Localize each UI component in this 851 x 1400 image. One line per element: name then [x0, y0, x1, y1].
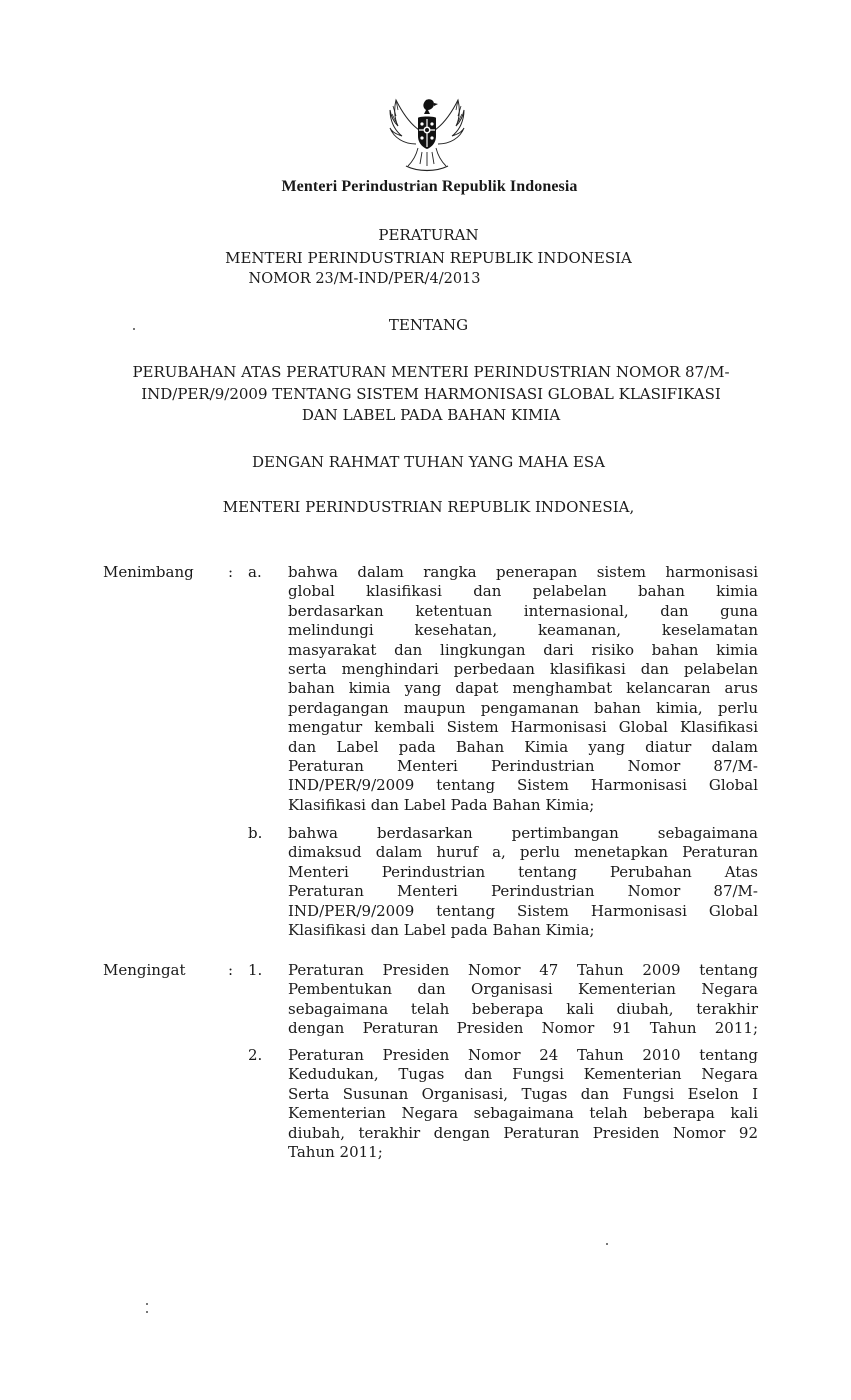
text-line: global klasifikasi dan pelabelan bahan kimia: [288, 582, 758, 601]
text-line: dengan Peraturan Presiden Nomor 91 Tahun 2011;: [288, 1019, 758, 1038]
text-line: Klasifikasi dan Label pada Bahan Kimia;: [288, 921, 595, 940]
text-line: IND/PER/9/2009 tentang Sistem Harmonisasi Global: [288, 901, 758, 920]
minister-header: Menteri Perindustrian Republik Indonesia: [281, 178, 578, 195]
garuda-emblem-icon: [382, 86, 472, 174]
text-line: diubah, terakhir dengan Peraturan Presiden Nomor 92: [288, 1123, 758, 1142]
text-line: Peraturan Presiden Nomor 47 Tahun 2009 tentang: [288, 961, 758, 979]
text-line: IND/PER/9/2009 tentang Sistem Harmonisasi Global: [288, 776, 758, 795]
menimbang-label: Menimbang: [103, 563, 194, 581]
text-line: perdagangan maupun pengamanan bahan kimia, perlu: [288, 698, 758, 717]
mengingat-item-marker: 2.: [248, 1046, 263, 1064]
menimbang-item-marker: a.: [248, 563, 262, 581]
text-line: dimaksud dalam huruf a, perlu menetapkan Peraturan: [288, 843, 758, 862]
text-line: Peraturan Menteri Perindustrian Nomor 87/M-: [288, 757, 758, 776]
text-line: Kedudukan, Tugas dan Fungsi Kementerian Negara: [288, 1065, 758, 1084]
text-line: Serta Susunan Organisasi, Tugas dan Fungsi Eselon I: [288, 1084, 758, 1103]
scan-speck: [146, 1311, 148, 1313]
text-line: mengatur kembali Sistem Harmonisasi Global Klasifikasi: [288, 718, 758, 737]
text-line: bahan kimia yang dapat menghambat kelancaran arus: [288, 679, 758, 698]
about-label: TENTANG: [388, 316, 469, 334]
text-line: masyarakat dan lingkungan dari risiko bahan kimia: [288, 640, 758, 659]
invocation: DENGAN RAHMAT TUHAN YANG MAHA ESA: [252, 453, 605, 471]
text-line: berdasarkan ketentuan internasional, dan guna: [288, 601, 758, 620]
text-line: Menteri Perindustrian tentang Perubahan Atas: [288, 862, 758, 881]
text-line: serta menghindari perbedaan klasifikasi dan pelabelan: [288, 660, 758, 679]
regulation-issuer: MENTERI PERINDUSTRIAN REPUBLIK INDONESIA: [225, 249, 632, 267]
text-line: bahwa dalam rangka penerapan sistem harmonisasi: [288, 563, 758, 581]
text-line: Peraturan Menteri Perindustrian Nomor 87/M-: [288, 882, 758, 901]
scan-speck: [133, 328, 135, 330]
regulation-number: NOMOR 23/M-IND/PER/4/2013: [248, 271, 481, 287]
menimbang-colon: :: [228, 563, 234, 581]
text-line: Tahun 2011;: [288, 1143, 383, 1162]
text-line: Peraturan Presiden Nomor 24 Tahun 2010 tentang: [288, 1046, 758, 1064]
text-line: bahwa berdasarkan pertimbangan sebagaimana: [288, 824, 758, 842]
menimbang-item-a: [288, 563, 758, 815]
menimbang-item-marker: b.: [248, 824, 263, 842]
declarer: MENTERI PERINDUSTRIAN REPUBLIK INDONESIA,: [222, 498, 635, 516]
text-line: dan Label pada Bahan Kimia yang diatur dalam: [288, 737, 758, 756]
text-line: sebagaimana telah beberapa kali diubah, terakhir: [288, 999, 758, 1018]
text-line: Kementerian Negara sebagaimana telah beberapa kali: [288, 1104, 758, 1123]
regulation-type: PERATURAN: [378, 226, 479, 244]
text-line: Klasifikasi dan Label Pada Bahan Kimia;: [288, 795, 595, 814]
mengingat-item-1: [288, 961, 758, 1039]
mengingat-item-marker: 1.: [248, 961, 263, 979]
subject-line: DAN LABEL PADA BAHAN KIMIA: [301, 406, 561, 424]
text-line: Pembentukan dan Organisasi Kementerian Negara: [288, 980, 758, 999]
subject-line: PERUBAHAN ATAS PERATURAN MENTERI PERINDUSTRIAN NOMOR 87/M-: [132, 363, 730, 381]
mengingat-item-2: [288, 1046, 758, 1162]
scan-speck: [146, 1303, 148, 1305]
mengingat-label: Mengingat: [103, 961, 186, 979]
regulation-subject: [100, 362, 762, 427]
menimbang-item-b: [288, 824, 758, 940]
text-line: melindungi kesehatan, keamanan, keselamatan: [288, 621, 758, 640]
subject-line: IND/PER/9/2009 TENTANG SISTEM HARMONISASI GLOBAL KLASIFIKASI: [141, 384, 721, 403]
scan-speck: [606, 1243, 608, 1245]
mengingat-colon: :: [228, 961, 234, 979]
